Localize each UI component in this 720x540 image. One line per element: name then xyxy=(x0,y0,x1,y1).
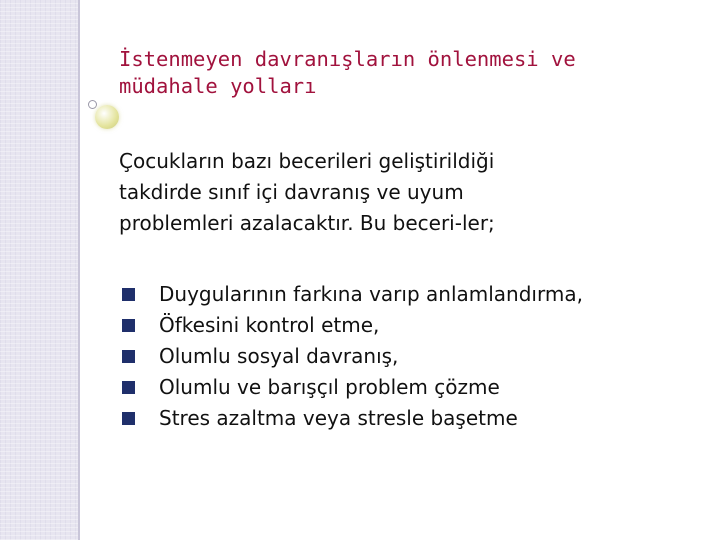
skills-bullet-list xyxy=(119,279,709,434)
bullet-text: Duygularının farkına varıp anlamlandırma, xyxy=(159,282,583,306)
bullet-item xyxy=(119,403,709,434)
decorative-vertical-line xyxy=(78,0,80,540)
bullet-text: Olumlu sosyal davranış, xyxy=(159,344,399,368)
bullet-text: Olumlu ve barışçıl problem çözme xyxy=(159,375,500,399)
bullet-text: Öfkesini kontrol etme, xyxy=(159,313,380,337)
bullet-item xyxy=(119,372,709,403)
bullet-item xyxy=(119,279,709,310)
decorative-left-band xyxy=(0,0,80,540)
intro-line-1: Çocukların bazı becerileri geliştirildiği xyxy=(119,149,495,173)
decorative-small-circle xyxy=(88,100,97,109)
square-bullet-icon xyxy=(122,381,135,394)
square-bullet-icon xyxy=(122,319,135,332)
intro-line-3: problemleri azalacaktır. Bu beceri-ler; xyxy=(119,211,495,235)
square-bullet-icon xyxy=(122,288,135,301)
intro-line-2: takdirde sınıf içi davranış ve uyum xyxy=(119,180,464,204)
slide-title-line-1: İstenmeyen davranışların önlenmesi ve xyxy=(119,47,576,71)
bullet-text: Stres azaltma veya stresle başetme xyxy=(159,406,518,430)
decorative-glowing-circle xyxy=(95,105,119,129)
square-bullet-icon xyxy=(122,350,135,363)
square-bullet-icon xyxy=(122,412,135,425)
bullet-item xyxy=(119,310,709,341)
intro-paragraph xyxy=(119,146,689,239)
slide-title xyxy=(119,46,679,100)
slide-title-line-2: müdahale yolları xyxy=(119,74,317,98)
bullet-item xyxy=(119,341,709,372)
